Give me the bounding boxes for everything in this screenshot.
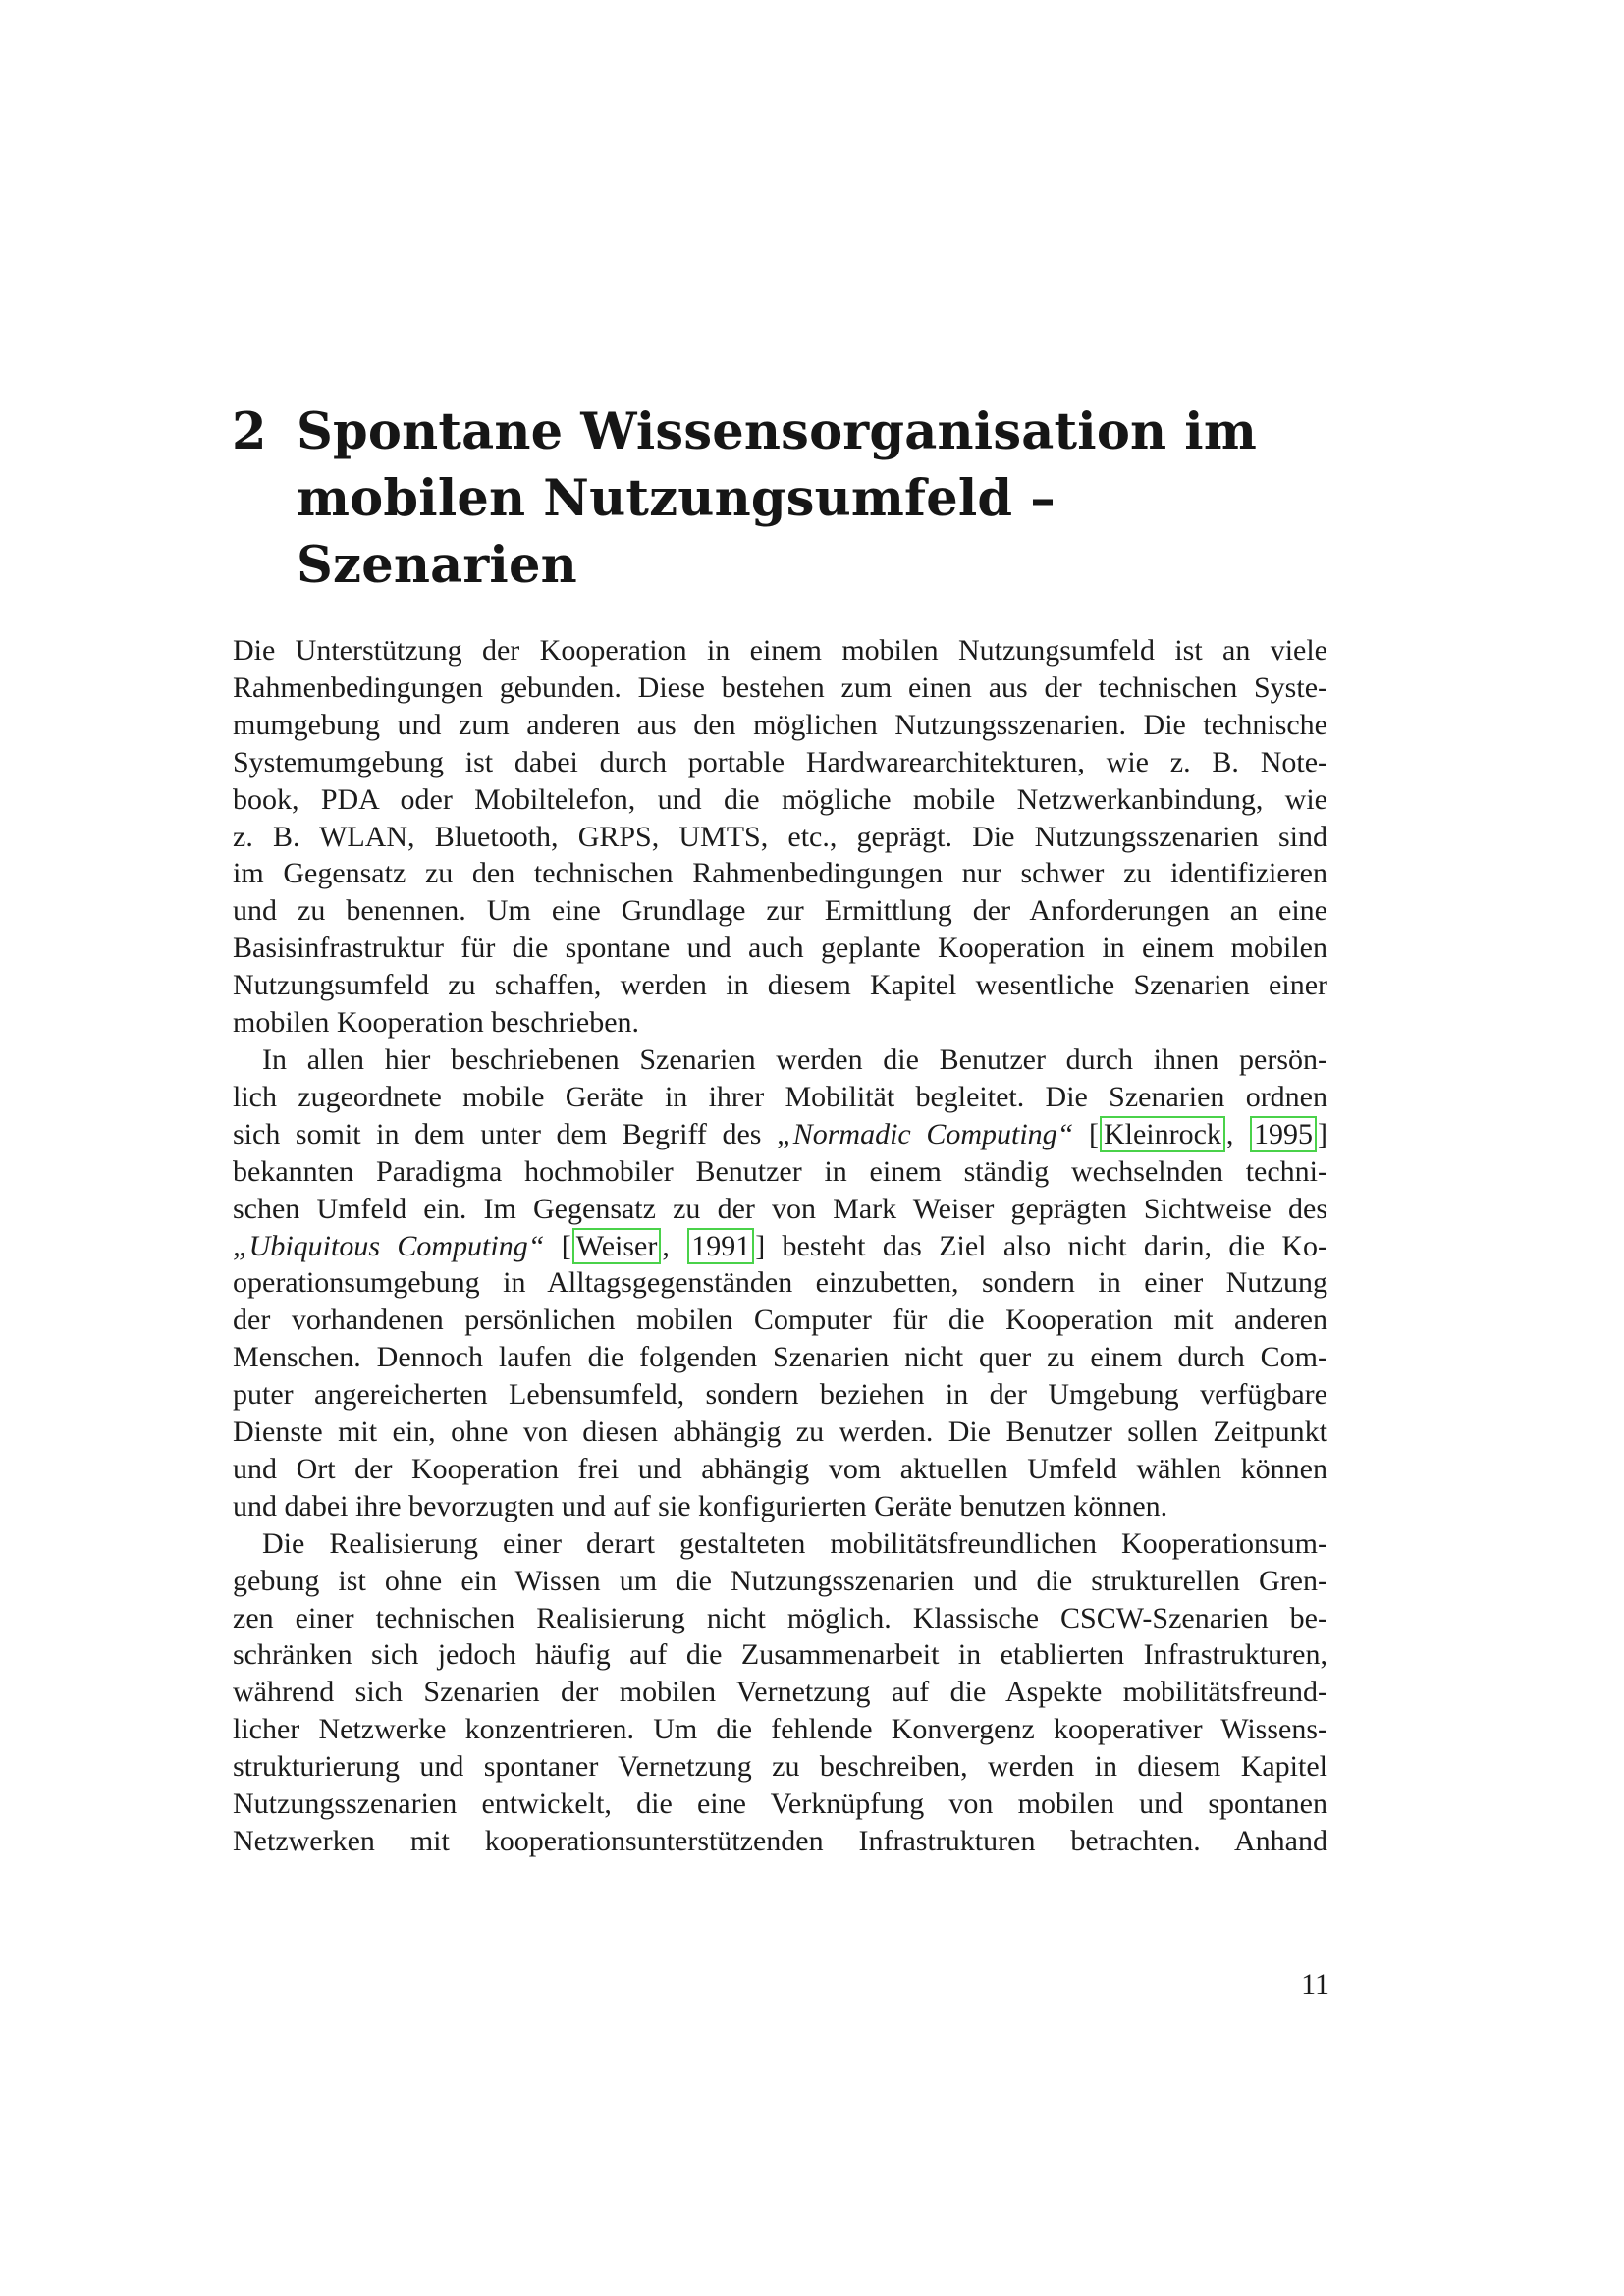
text-line: der vorhandenen persönlichen mobilen Computer für die Kooperation mit anderen	[233, 1304, 1327, 1337]
text-line: lich zugeordnete mobile Geräte in ihrer Mobilität begleitet. Die Szenarien ordnen	[233, 1080, 1327, 1113]
chapter-title-line: mobilen Nutzungsumfeld –	[297, 469, 1056, 529]
citation-year[interactable]: 1991	[687, 1228, 754, 1264]
text-line: In allen hier beschriebenen Szenarien werden die Benutzer durch ihnen persön-	[262, 1042, 1327, 1076]
text-line: mobilen Kooperation beschrieben.	[233, 1006, 640, 1040]
text-line: zen einer technischen Realisierung nicht möglich. Klassische CSCW-Szenarien be-	[233, 1601, 1327, 1634]
citation-separator: ,	[1225, 1117, 1250, 1150]
text-line: und zu benennen. Um eine Grundlage zur Ermittlung der Anforderungen an eine	[233, 894, 1327, 928]
citation-link-kleinrock[interactable]: [ Kleinrock , 1995 ]	[1088, 1117, 1327, 1150]
chapter-heading	[232, 399, 1351, 599]
text-line: Rahmenbedingungen gebunden. Diese bestehen zum einen aus der technischen Syste-	[233, 670, 1327, 704]
text-line: und dabei ihre bevorzugten und auf sie konfigurierten Geräte benutzen können.	[233, 1489, 1168, 1522]
citation-year[interactable]: 1995	[1250, 1116, 1317, 1152]
citation-author[interactable]: Weiser	[572, 1228, 662, 1264]
citation-link-weiser[interactable]: [ Weiser , 1991 ]	[561, 1229, 766, 1262]
text-line: operationsumgebung in Alltagsgegenständen einzubetten, sondern in einer Nutzung	[233, 1266, 1327, 1300]
text-fragment: sich somit in dem unter dem Begriff des	[233, 1117, 778, 1150]
text-line: schen Umfeld ein. Im Gegensatz zu der von Mark Weiser geprägten Sichtweise des	[233, 1192, 1327, 1225]
term-ubiquitous-computing: „Ubiquitous Computing“	[233, 1229, 545, 1262]
paragraph-realisation	[233, 1525, 1327, 1860]
text-fragment: besteht das Ziel also nicht darin, die Ko-	[765, 1229, 1327, 1262]
text-line-with-citation	[233, 1116, 1327, 1153]
text-line: während sich Szenarien der mobilen Vernetzung auf die Aspekte mobilitätsfreund-	[233, 1676, 1327, 1709]
text-line: book, PDA oder Mobiltelefon, und die mögliche mobile Netzwerkanbindung, wie	[233, 782, 1327, 816]
text-line: und Ort der Kooperation frei und abhängig vom aktuellen Umfeld wählen können	[233, 1452, 1327, 1485]
text-line: mumgebung und zum anderen aus den möglichen Nutzungsszenarien. Die technische	[233, 708, 1327, 741]
text-line: Die Realisierung einer derart gestalteten mobilitätsfreundlichen Kooperationsum-	[262, 1526, 1327, 1560]
chapter-title	[297, 399, 1351, 599]
text-line: Die Unterstützung der Kooperation in einem mobilen Nutzungsumfeld ist an viele	[233, 634, 1327, 667]
text-line: bekannten Paradigma hochmobiler Benutzer in einem ständig wechselnden techni-	[233, 1154, 1327, 1188]
text-line: im Gegensatz zu den technischen Rahmenbedingungen nur schwer zu identifizieren	[233, 857, 1327, 890]
text-line: Nutzungsumfeld zu schaffen, werden in diesem Kapitel wesentliche Szenarien einer	[233, 969, 1327, 1002]
paragraph-nomadic	[233, 1041, 1327, 1525]
text-line-with-citation	[233, 1228, 1327, 1265]
text-line: z. B. WLAN, Bluetooth, GRPS, UMTS, etc., geprägt. Die Nutzungsszenarien sind	[233, 820, 1327, 853]
text-line: schränken sich jedoch häufig auf die Zusammenarbeit in etablierten Infrastrukturen,	[233, 1638, 1327, 1672]
chapter-number: 2	[232, 402, 267, 462]
term-nomadic-computing: „Normadic Computing“	[777, 1117, 1074, 1150]
text-line: Nutzungsszenarien entwickelt, die eine Verknüpfung von mobilen und spontanen	[233, 1788, 1327, 1821]
text-line: Dienste mit ein, ohne von diesen abhängig zu werden. Die Benutzer sollen Zeitpunkt	[233, 1415, 1327, 1449]
text-line: strukturierung und spontaner Vernetzung zu beschreiben, werden in diesem Kapitel	[233, 1750, 1327, 1784]
text-line: Netzwerken mit kooperationsunterstützenden Infrastrukturen betrachten. Anhand	[233, 1825, 1327, 1857]
paragraph-intro	[233, 632, 1327, 1041]
text-line: Menschen. Dennoch laufen die folgenden Szenarien nicht quer zu einem durch Com-	[233, 1341, 1327, 1374]
text-line: puter angereicherten Lebensumfeld, sondern beziehen in der Umgebung verfügbare	[233, 1378, 1327, 1412]
body-text	[233, 632, 1327, 1860]
citation-author[interactable]: Kleinrock	[1100, 1116, 1225, 1152]
text-line: gebung ist ohne ein Wissen um die Nutzungsszenarien und die strukturellen Gren-	[233, 1564, 1327, 1597]
chapter-title-line: Spontane Wissensorganisation im	[297, 402, 1258, 462]
page-number: 11	[1301, 1968, 1329, 2001]
chapter-title-line: Szenarien	[297, 536, 577, 596]
text-line: Basisinfrastruktur für die spontane und auch geplante Kooperation in einem mobilen	[233, 932, 1327, 965]
text-line: Systemumgebung ist dabei durch portable Hardwarearchitekturen, wie z. B. Note-	[233, 745, 1327, 778]
citation-separator: ,	[662, 1229, 687, 1262]
text-line: licher Netzwerke konzentrieren. Um die fehlende Konvergenz kooperativer Wissens-	[233, 1713, 1327, 1746]
